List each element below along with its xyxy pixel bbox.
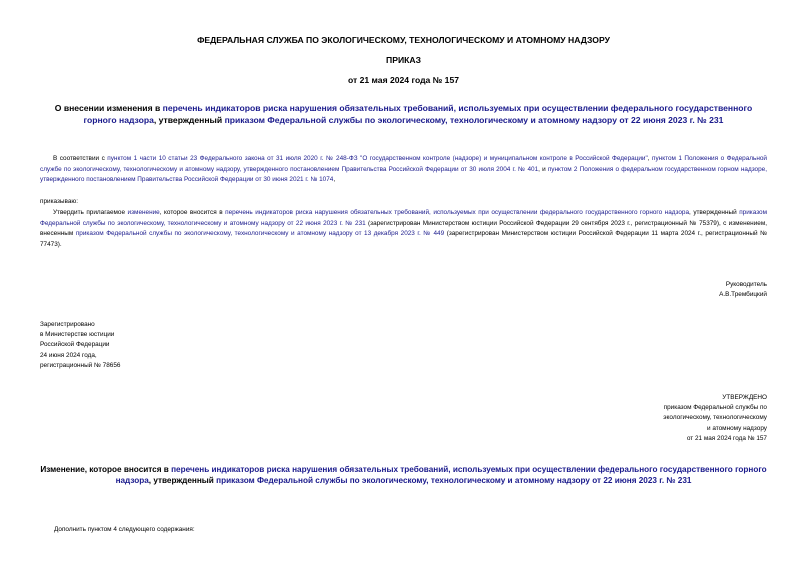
- approved-line: экологическому, технологическому: [663, 414, 767, 422]
- registration-line: Зарегистрировано: [40, 321, 95, 328]
- link-order-231[interactable]: приказом Федеральной службы по экологическому, технологическому и атомному надзору от 22 июня 2023 г. № 231: [40, 209, 767, 227]
- approved-line: УТВЕРЖДЕНО: [722, 394, 767, 401]
- preamble-text: ,: [647, 155, 653, 162]
- link-regulation-1074[interactable]: пунктом 2 Положения о федеральном государственном горном надзоре, утвержденного постановлением Правительства Российской Федерации от 30 июня 2021 г. № 1074: [40, 165, 767, 184]
- agency-name: ФЕДЕРАЛЬНАЯ СЛУЖБА ПО ЭКОЛОГИЧЕСКОМУ, ТЕХНОЛОГИЧЕСКОМУ И АТОМНОМУ НАДЗОРУ: [197, 35, 610, 45]
- order-title: [40, 103, 767, 126]
- registration-line: регистрационный № 78656: [40, 361, 121, 369]
- link-regulation-401[interactable]: пунктом 1 Положения о Федеральной службе по экологическому, технологическому и атомному надзору, утвержденного постановлением Правительства Российской Федерации от 30 июля 2004 г. № 401: [40, 155, 767, 173]
- change-title-text: , утвержденный: [148, 476, 217, 485]
- title-text: О внесении изменения в: [54, 103, 163, 113]
- link-change[interactable]: изменение: [127, 209, 160, 216]
- registration-line: Российской Федерации: [40, 341, 110, 349]
- order-word: приказываю:: [40, 198, 78, 205]
- approve-paragraph: [40, 208, 767, 250]
- preamble-paragraph: [40, 154, 767, 186]
- approve-text: , которое вносится в: [159, 209, 226, 216]
- document-type: ПРИКАЗ: [386, 55, 421, 65]
- preamble-text: , и: [538, 165, 548, 173]
- link-indicators-list[interactable]: перечень индикаторов риска нарушения обязательных требований, используемых при осуществлении федерального государственного горного надзора: [225, 209, 690, 216]
- approve-text: Утвердить прилагаемое: [53, 209, 128, 216]
- registration-line: 24 июня 2024 года,: [40, 351, 97, 359]
- registration-line: в Министерстве юстиции: [40, 331, 115, 339]
- change-title-link-order-231[interactable]: приказом Федеральной службы по экологическому, технологическому и атомному надзору от 22 июня 2023 г. № 231: [216, 476, 692, 485]
- approve-text: (зарегистрирован Министерством юстиции Российской Федерации 29 сентября 2023 г., регистрационный № 75379), с изменением, внесенным: [40, 219, 767, 238]
- signature-block: [719, 280, 767, 300]
- supplement-line: Дополнить пунктом 4 следующего содержания:: [54, 526, 195, 533]
- approve-text: (зарегистрирован Министерством юстиции Российской Федерации 11 марта 2024 г., регистрационный № 77473).: [40, 230, 767, 248]
- title-link-order-231[interactable]: приказом Федеральной службы по экологическому, технологическому и атомному надзору от 22 июня 2023 г. № 231: [224, 114, 724, 125]
- signature-role: Руководитель: [725, 281, 767, 288]
- signature-name: А.В.Трембицкий: [719, 291, 767, 299]
- order-date-number: от 21 мая 2024 года № 157: [347, 75, 460, 85]
- change-title-link-indicators-list[interactable]: перечень индикаторов риска нарушения обязательных требований, используемых при осуществлении федерального государственного горного надзора: [115, 465, 767, 485]
- approve-text: , утвержденный: [689, 209, 740, 216]
- link-federal-law-248[interactable]: пунктом 1 части 10 статьи 23 Федерального закона от 31 июля 2020 г. № 248-ФЗ "О государственном контроле (надзоре) и муниципальном контроле в Российской Федерации": [107, 155, 648, 162]
- title-link-indicators-list[interactable]: перечень индикаторов риска нарушения обязательных требований, используемых при осуществлении федерального государственного горного надзора: [83, 103, 753, 125]
- title-text: , утвержденный: [153, 114, 225, 125]
- approved-line: приказом Федеральной службы по: [663, 404, 767, 412]
- approved-block: [663, 393, 767, 444]
- link-order-449[interactable]: приказом Федеральной службы по экологическому, технологическому и атомному надзору от 13 декабря 2023 г. № 449: [75, 230, 445, 238]
- preamble-text: В соответствии с: [53, 155, 108, 162]
- approved-line: и атомному надзору: [707, 424, 767, 432]
- preamble-text: ,: [333, 176, 336, 184]
- change-title-text: Изменение, которое вносится в: [40, 465, 172, 474]
- approved-line: от 21 мая 2024 года № 157: [686, 434, 767, 442]
- registration-block: [40, 320, 120, 371]
- change-title: [40, 464, 767, 486]
